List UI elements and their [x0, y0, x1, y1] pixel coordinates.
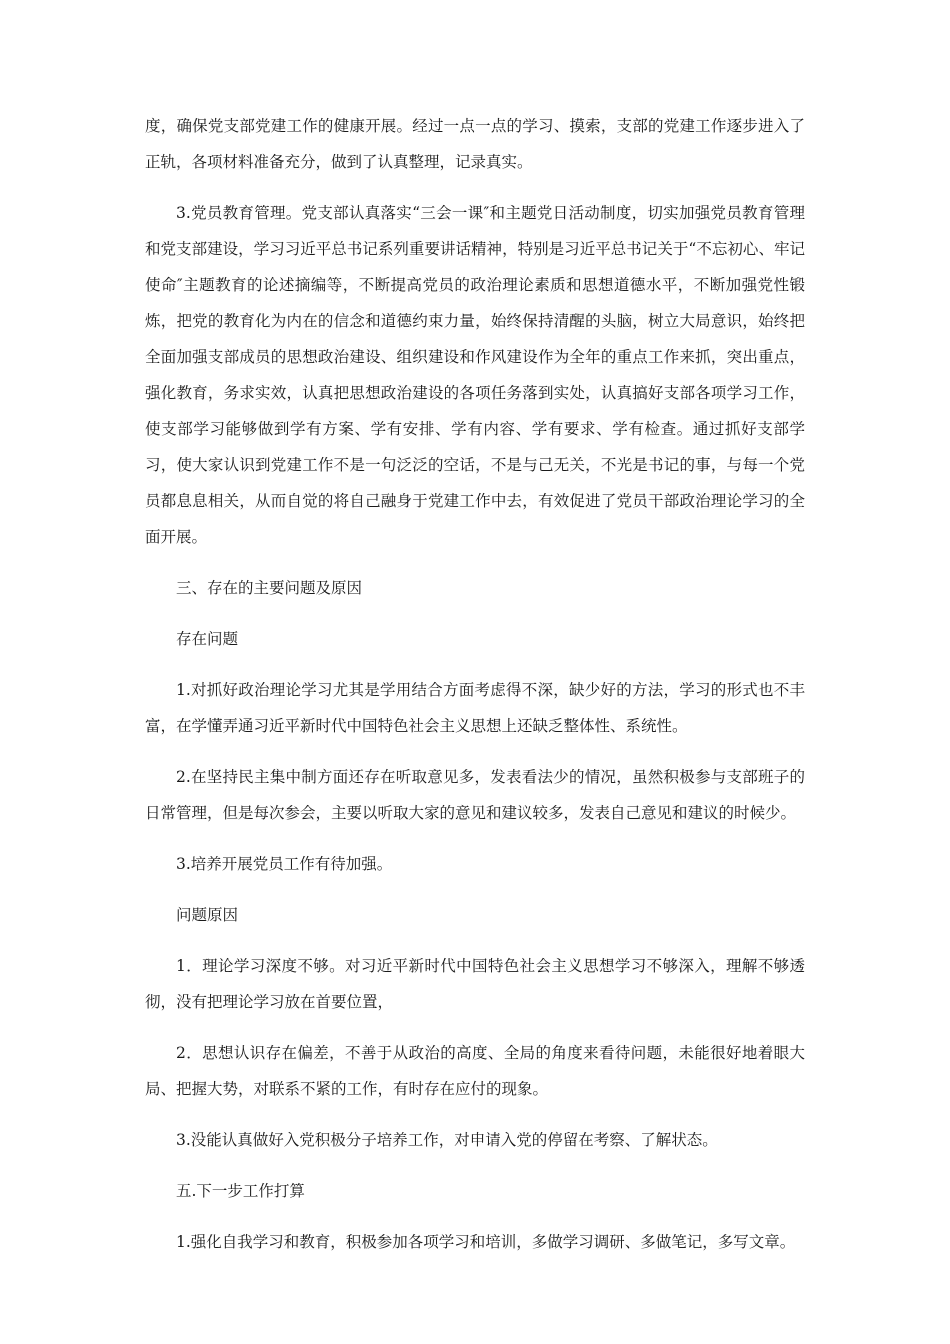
document-page [145, 108, 805, 1275]
subheading-existing-problems: 存在问题 [176, 630, 239, 648]
paragraph-problem-2: 2.在坚持民主集中制方面还存在听取意见多，发表看法少的情况，虽然积极参与支部班子的日常管理，但是每次参会，主要以听取大家的意见和建议较多，发表自己意见和建议的时候少。 [145, 768, 805, 822]
paragraph-continuation: 度，确保党支部党建工作的健康开展。经过一点一点的学习、摸索，支部的党建工作逐步进入了正轨，各项材料准备充分，做到了认真整理，记录真实。 [145, 117, 805, 171]
paragraph-cause-1: 1．理论学习深度不够。对习近平新时代中国特色社会主义思想学习不够深入，理解不够透彻，没有把理论学习放在首要位置， [145, 957, 805, 1011]
paragraph-cause-2: 2．思想认识存在偏差，不善于从政治的高度、全局的角度来看待问题，未能很好地着眼大局、把握大势，对联系不紧的工作，有时存在应付的现象。 [145, 1044, 805, 1098]
paragraph-problem-1: 1.对抓好政治理论学习尤其是学用结合方面考虑得不深，缺少好的方法，学习的形式也不丰富，在学懂弄通习近平新时代中国特色社会主义思想上还缺乏整体性、系统性。 [145, 681, 805, 735]
paragraph-next-step-1: 1.强化自我学习和教育，积极参加各项学习和培训，多做学习调研、多做笔记，多写文章。 [176, 1233, 796, 1251]
section-heading-next-steps: 五.下一步工作打算 [176, 1182, 305, 1200]
paragraph-cause-3: 3.没能认真做好入党积极分子培养工作，对申请入党的停留在考察、了解状态。 [176, 1131, 718, 1149]
section-heading-problems: 三、存在的主要问题及原因 [176, 579, 363, 597]
paragraph-member-education: 3.党员教育管理。党支部认真落实“三会一课″和主题党日活动制度，切实加强党员教育管理和党支部建设，学习习近平总书记系列重要讲话精神，特别是习近平总书记关于“不忘初心、牢记使命″主题教育的论述摘编等，不断提高党员的政治理论素质和思想道德水平，不断加强党性锻炼，把党的教育化为内在的信念和道德约束力量，始终保持清醒的头脑，树立大局意识，始终把全面加强支部成员的思想政治建设、组织建设和作风建设作为全年的重点工作来抓，突出重点，强化教育，务求实效，认真把思想政治建设的各项任务落到实处，认真搞好支部各项学习工作，使支部学习能够做到学有方案、学有安排、学有内容、学有要求、学有检查。通过抓好支部学习，使大家认识到党建工作不是一句泛泛的空话，不是与己无关，不光是书记的事，与每一个党员都息息相关，从而自觉的将自己融身于党建工作中去，有效促进了党员干部政治理论学习的全面开展。 [145, 204, 805, 546]
subheading-problem-causes: 问题原因 [176, 906, 239, 924]
paragraph-problem-3: 3.培养开展党员工作有待加强。 [176, 855, 393, 873]
